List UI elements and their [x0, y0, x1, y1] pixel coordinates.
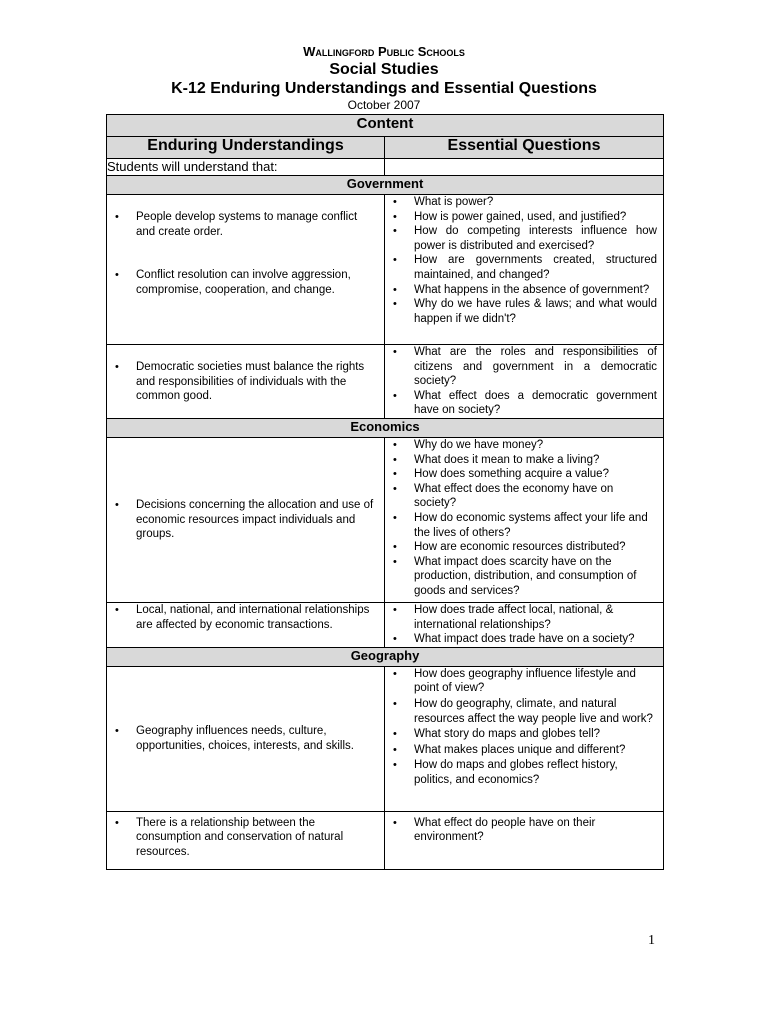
questions-cell: [385, 345, 664, 419]
section-title-economics: Economics: [107, 419, 664, 438]
list-item: • What happens in the absence of government?: [385, 283, 663, 298]
list-item: • Decisions concerning the allocation and use of economic resources impact individuals and groups.: [107, 498, 384, 542]
questions-list: [385, 195, 663, 326]
table-row: [107, 811, 664, 869]
document-title: K-12 Enduring Understandings and Essential Questions: [171, 80, 597, 97]
understandings-list: [107, 603, 384, 632]
understandings-table: [106, 114, 664, 870]
column-header-row: [107, 137, 664, 159]
list-item: • How is power gained, used, and justified?: [385, 210, 663, 225]
understandings-list: [107, 816, 384, 860]
list-item: • How do competing interests influence how power is distributed and exercised?: [385, 224, 663, 253]
table-row: [107, 195, 664, 345]
table-row: [107, 603, 664, 648]
list-item: • Democratic societies must balance the rights and responsibilities of individuals with the common good.: [107, 360, 384, 404]
list-item: • How does something acquire a value?: [385, 467, 663, 482]
understandings-cell: [107, 195, 385, 345]
list-item: • What does it mean to make a living?: [385, 453, 663, 468]
list-item: • Conflict resolution can involve aggression, compromise, cooperation, and change.: [107, 268, 384, 297]
page-number: 1: [648, 933, 655, 948]
table-row: [107, 438, 664, 603]
content-header-row: [107, 115, 664, 137]
table-row: [107, 345, 664, 419]
questions-cell: [385, 811, 664, 869]
understandings-list: [107, 724, 384, 753]
list-item: • Why do we have rules & laws; and what would happen if we didn't?: [385, 297, 663, 326]
students-line: Students will understand that:: [107, 159, 385, 176]
questions-list: [385, 667, 663, 788]
list-item: • How do geography, climate, and natural resources affect the way people live and work?: [385, 697, 663, 726]
questions-list: [385, 345, 663, 418]
list-item: • People develop systems to manage conflict and create order.: [107, 210, 384, 239]
understandings-cell: [107, 438, 385, 603]
column-header-understandings: Enduring Understandings: [107, 137, 385, 159]
list-item: • What impact does scarcity have on the production, distribution, and consumption of goods and services?: [385, 555, 663, 599]
list-item: • There is a relationship between the consumption and conservation of natural resources.: [107, 816, 384, 860]
section-row-government: [107, 176, 664, 195]
list-item: • What impact does trade have on a society?: [385, 632, 663, 647]
section-title-government: Government: [107, 176, 664, 195]
content-header: Content: [107, 115, 664, 137]
understandings-cell: [107, 666, 385, 811]
understandings-cell: [107, 345, 385, 419]
understandings-list: [107, 210, 384, 297]
list-item: • What is power?: [385, 195, 663, 210]
list-item: • What are the roles and responsibilities of citizens and government in a democratic society?: [385, 345, 663, 389]
section-row-economics: [107, 419, 664, 438]
list-item: • How do maps and globes reflect history, politics, and economics?: [385, 758, 663, 787]
list-item: • How are governments created, structured maintained, and changed?: [385, 253, 663, 282]
table-row: [107, 666, 664, 811]
list-item: • What effect do people have on their environment?: [385, 816, 663, 845]
questions-list: [385, 603, 663, 647]
list-item: • How do economic systems affect your life and the lives of others?: [385, 511, 663, 540]
questions-cell: [385, 438, 664, 603]
document-date: October 2007: [347, 98, 421, 112]
list-item: • How are economic resources distributed?: [385, 540, 663, 555]
understandings-list: [107, 360, 384, 404]
understandings-cell: [107, 603, 385, 648]
list-item: • What story do maps and globes tell?: [385, 727, 663, 742]
section-title-geography: Geography: [107, 647, 664, 666]
questions-cell: [385, 666, 664, 811]
section-row-geography: [107, 647, 664, 666]
questions-list: [385, 816, 663, 845]
list-item: • What makes places unique and different?: [385, 743, 663, 758]
school-name: Wallingford Public Schools: [303, 44, 465, 59]
understandings-list: [107, 498, 384, 542]
students-blank-cell: [385, 159, 664, 176]
questions-cell: [385, 195, 664, 345]
students-row: [107, 159, 664, 176]
questions-list: [385, 438, 663, 599]
list-item: • Local, national, and international relationships are affected by economic transactions.: [107, 603, 384, 632]
understandings-cell: [107, 811, 385, 869]
column-header-questions: Essential Questions: [385, 137, 664, 159]
list-item: • What effect does the economy have on society?: [385, 482, 663, 511]
list-item: • What effect does a democratic government have on society?: [385, 389, 663, 418]
document-header: [0, 44, 768, 112]
list-item: • How does trade affect local, national, & international relationships?: [385, 603, 663, 632]
list-item: • How does geography influence lifestyle and point of view?: [385, 667, 663, 696]
list-item: • Why do we have money?: [385, 438, 663, 453]
list-item: • Geography influences needs, culture, opportunities, choices, interests, and skills.: [107, 724, 384, 753]
questions-cell: [385, 603, 664, 648]
subject-title: Social Studies: [329, 61, 439, 78]
